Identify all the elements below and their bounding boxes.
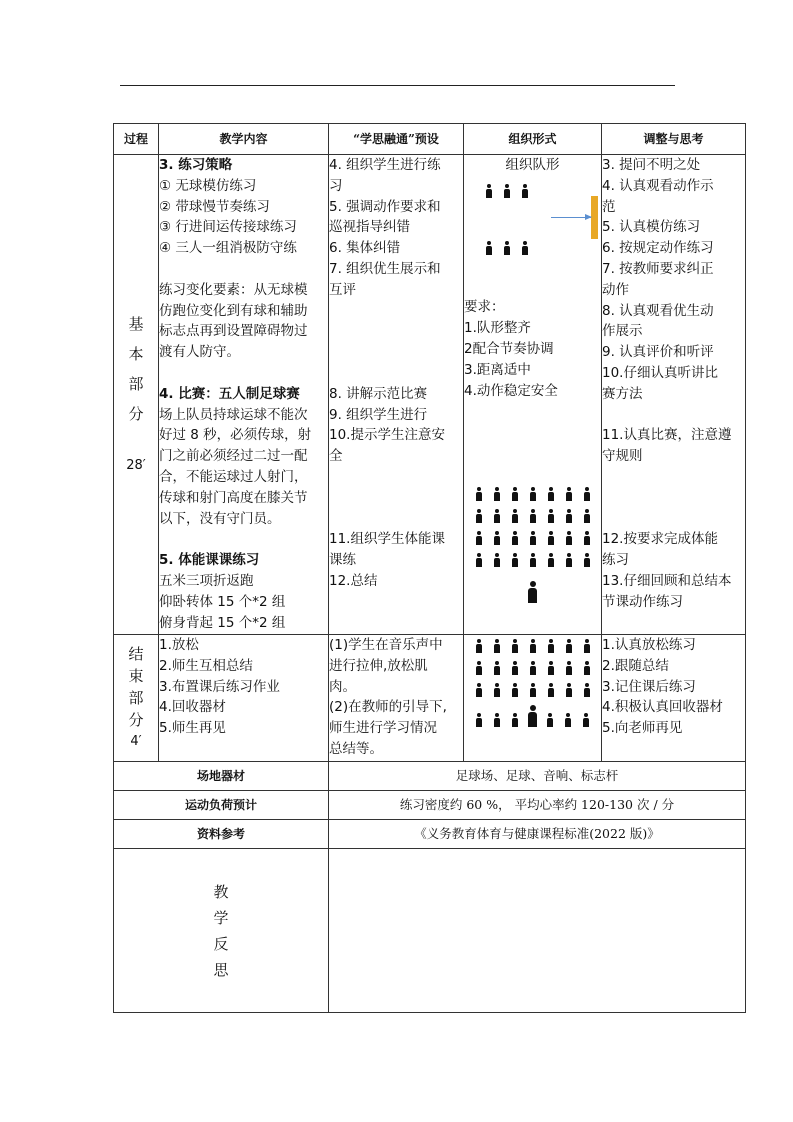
section-title: 5. 体能课课练习 [159, 552, 260, 569]
requirement-item: 2配合节奏协调 [464, 340, 554, 357]
list-item: ① 无球模仿练习 [159, 177, 257, 194]
student-figure-icon [494, 531, 500, 545]
teaching-reflection-label [114, 849, 329, 1013]
student-figure-icon [548, 661, 554, 675]
text-line: 以下，没有守门员。 [159, 510, 281, 527]
text-line: 练习变化要素：从无球模 [159, 281, 308, 298]
label-char: 分 [128, 404, 144, 423]
load-row [114, 791, 746, 820]
label-char: 基 [128, 314, 144, 333]
text-line: (2)在教师的引导下, [329, 699, 447, 716]
text-line: 场上队员持球运球不能次 [159, 406, 308, 423]
student-figure-icon [494, 509, 500, 523]
student-figure-icon [530, 553, 536, 567]
ending-part-row [114, 635, 746, 762]
text-line: 练习 [602, 552, 629, 569]
text-line: 动作 [602, 281, 629, 298]
reference-label: 资料参考 [114, 820, 329, 849]
student-figure-icon [530, 639, 536, 653]
label-char: 部 [128, 689, 144, 707]
student-figure-icon [584, 531, 590, 545]
student-figure-icon [566, 509, 572, 523]
venue-row [114, 762, 746, 791]
teaching-reflection-row [114, 849, 746, 1013]
text-line: 师生进行学习情况 [329, 720, 437, 737]
requirement-item: 3.距离适中 [464, 361, 531, 378]
ending-formation-cell [464, 635, 602, 762]
teacher-figure-icon [528, 581, 537, 603]
lesson-plan-table [113, 123, 746, 1013]
student-figure-icon [512, 531, 518, 545]
list-item: ④ 三人一组消极防守练 [159, 240, 297, 257]
label-char: 本 [128, 344, 144, 363]
text-line: 传球和射门高度在膝关节 [159, 489, 308, 506]
requirement-item: 1.队形整齐 [464, 320, 531, 337]
text-line: 6. 按规定动作练习 [602, 240, 714, 257]
text-line: 4. 认真观看动作示 [602, 177, 714, 194]
text-line: 守规则 [602, 448, 643, 465]
venue-label: 场地器材 [114, 762, 329, 791]
student-figure-icon [584, 553, 590, 567]
student-figure-icon [530, 531, 536, 545]
student-figure-icon [522, 241, 528, 255]
student-figure-icon [494, 487, 500, 501]
load-value: 练习密度约 60 %， 平均心率约 120-130 次 / 分 [329, 791, 746, 820]
text-line: 范 [602, 198, 616, 215]
student-figure-icon [530, 509, 536, 523]
student-figure-icon [476, 713, 482, 727]
load-label: 运动负荷预计 [114, 791, 329, 820]
formation-group-a [464, 184, 601, 205]
student-figure-icon [584, 487, 590, 501]
student-figure-icon [584, 661, 590, 675]
text-line: 5.向老师再见 [602, 720, 683, 737]
list-item: ② 带球慢节奏练习 [159, 198, 270, 215]
student-figure-icon [512, 639, 518, 653]
text-line: 肉。 [329, 678, 356, 695]
text-line: 3.记住课后练习 [602, 678, 696, 695]
student-figure-icon [504, 184, 510, 198]
student-figure-icon [566, 639, 572, 653]
student-figure-icon [476, 487, 482, 501]
student-figure-icon [584, 683, 590, 697]
student-figure-icon [548, 531, 554, 545]
text-line: 7. 组织优生展示和 [329, 260, 441, 277]
student-figure-icon [530, 661, 536, 675]
text-line: 10.提示学生注意安 [329, 427, 445, 444]
text-line: 2.跟随总结 [602, 657, 669, 674]
student-figure-icon [548, 639, 554, 653]
basic-reflection-cell [602, 155, 746, 635]
basic-formation-cell [464, 155, 602, 635]
header-formation: 组织形式 [464, 124, 602, 155]
label-char: 束 [128, 667, 144, 685]
label-char: 教 [213, 882, 229, 901]
student-figure-icon [494, 639, 500, 653]
label-char: 反 [213, 934, 229, 953]
text-line: 4.积极认真回收器材 [602, 699, 723, 716]
student-figure-icon [566, 683, 572, 697]
text-line: 5. 强调动作要求和 [329, 198, 441, 215]
text-line: 五米三项折返跑 [159, 572, 254, 589]
text-line: 4.回收器材 [159, 699, 226, 716]
student-figure-icon [476, 661, 482, 675]
ending-part-label [114, 635, 159, 762]
text-line: 互评 [329, 281, 356, 298]
text-line: 1.认真放松练习 [602, 637, 696, 653]
text-line: 9. 认真评价和听评 [602, 344, 714, 361]
student-figure-icon [486, 184, 492, 198]
student-figure-icon [494, 683, 500, 697]
text-line: 3. 提问不明之处 [602, 157, 701, 173]
venue-value: 足球场、足球、音响、标志杆 [329, 762, 746, 791]
basic-part-row [114, 155, 746, 635]
text-line: 仰卧转体 15 个*2 组 [159, 593, 286, 610]
text-line: 作展示 [602, 323, 643, 340]
student-grid [464, 487, 601, 610]
student-figure-icon [512, 683, 518, 697]
text-line: 俯身背起 15 个*2 组 [159, 614, 286, 631]
text-line: 赛方法 [602, 385, 643, 402]
text-line: 全 [329, 448, 343, 465]
text-line: 门之前必须经过二过一配 [159, 448, 308, 465]
student-figure-icon [548, 683, 554, 697]
formation-title: 组织队形 [505, 157, 560, 173]
basic-preset-cell [329, 155, 464, 635]
text-line: 渡有人防守。 [159, 344, 240, 361]
highlight-marker [591, 196, 598, 239]
student-figure-icon [548, 487, 554, 501]
student-figure-icon [583, 713, 589, 727]
student-figure-icon [522, 184, 528, 198]
reference-value: 《义务教育体育与健康课程标准(2022 版)》 [329, 820, 746, 849]
ending-reflection-cell [602, 635, 746, 762]
teaching-reflection-body [329, 849, 746, 1013]
basic-part-label [114, 155, 159, 635]
text-line: 8. 认真观看优生动 [602, 302, 714, 319]
student-figure-icon [584, 639, 590, 653]
student-figure-icon [530, 487, 536, 501]
student-figure-icon [512, 487, 518, 501]
text-line: (1)学生在音乐声中 [329, 637, 443, 653]
text-line: 1.放松 [159, 637, 199, 653]
label-char: 结 [128, 645, 144, 663]
header-reflection: 调整与思考 [602, 124, 746, 155]
label-char: 部 [128, 374, 144, 393]
student-figure-icon [486, 241, 492, 255]
student-figure-icon [476, 531, 482, 545]
header-rule [120, 85, 675, 86]
label-char: 思 [213, 960, 229, 979]
student-figure-icon [566, 531, 572, 545]
duration: 28′ [126, 457, 146, 473]
student-figure-icon [530, 683, 536, 697]
text-line: 3.布置课后练习作业 [159, 678, 280, 695]
header-process: 过程 [114, 124, 159, 155]
text-line: 课练 [329, 552, 356, 569]
text-line: 8. 讲解示范比赛 [329, 385, 428, 402]
arrow-right-icon [551, 217, 591, 218]
student-figure-icon [548, 509, 554, 523]
text-line: 仿跑位变化到有球和辅助 [159, 302, 308, 319]
ending-content-cell [159, 635, 329, 762]
reference-row [114, 820, 746, 849]
ending-preset-cell [329, 635, 464, 762]
student-figure-icon [566, 553, 572, 567]
requirement-item: 要求： [464, 299, 505, 316]
section-title: 3. 练习策略 [159, 157, 233, 173]
student-figure-icon [476, 683, 482, 697]
text-line: 进行拉伸,放松肌 [329, 657, 428, 674]
student-figure-icon [476, 553, 482, 567]
header-preset: “学思融通”预设 [329, 124, 464, 155]
student-figure-icon [512, 713, 518, 727]
label-char: 分 [128, 711, 144, 729]
text-line: 10.仔细认真听讲比 [602, 364, 718, 381]
list-item: ③ 行进间运传接球练习 [159, 219, 297, 236]
requirement-item: 4.动作稳定安全 [464, 382, 558, 399]
header-row [114, 124, 746, 155]
section-title: 4. 比赛：五人制足球赛 [159, 385, 300, 402]
student-figure-icon [504, 241, 510, 255]
text-line: 6. 集体纠错 [329, 240, 401, 257]
student-figure-icon [566, 661, 572, 675]
student-figure-icon [494, 661, 500, 675]
text-line: 2.师生互相总结 [159, 657, 253, 674]
student-figure-icon [512, 509, 518, 523]
text-line: 13.仔细回顾和总结本 [602, 572, 732, 589]
student-figure-icon [512, 661, 518, 675]
student-figure-icon [566, 487, 572, 501]
student-figure-icon [476, 639, 482, 653]
text-line: 5.师生再见 [159, 720, 226, 737]
text-line: 12.总结 [329, 572, 378, 589]
student-figure-icon [548, 553, 554, 567]
text-line: 11.组织学生体能课 [329, 531, 445, 548]
text-line: 5. 认真模仿练习 [602, 219, 701, 236]
text-line: 9. 组织学生进行 [329, 406, 428, 423]
text-line: 总结等。 [329, 740, 383, 757]
student-figure-icon [494, 553, 500, 567]
label-char: 学 [213, 908, 229, 927]
text-line: 11.认真比赛，注意遵 [602, 427, 732, 444]
text-line: 标志点再到设置障碍物过 [159, 323, 308, 340]
duration: 4′ [130, 734, 142, 749]
text-line: 12.按要求完成体能 [602, 531, 718, 548]
text-line: 节课动作练习 [602, 593, 683, 610]
student-figure-icon [512, 553, 518, 567]
header-content: 教学内容 [159, 124, 329, 155]
student-figure-icon [565, 713, 571, 727]
text-line: 4. 组织学生进行练 [329, 157, 441, 173]
text-line: 7. 按教师要求纠正 [602, 260, 714, 277]
text-line: 合，不能运球过人射门， [159, 468, 308, 485]
basic-content-cell [159, 155, 329, 635]
text-line: 习 [329, 177, 343, 194]
student-figure-icon [476, 509, 482, 523]
text-line: 好过 8 秒，必须传球，射 [159, 427, 312, 444]
student-figure-icon [584, 509, 590, 523]
student-figure-icon [494, 713, 500, 727]
formation-group-b [464, 241, 601, 262]
text-line: 巡视指导纠错 [329, 219, 410, 236]
teacher-figure-icon [528, 705, 537, 727]
student-figure-icon [547, 713, 553, 727]
